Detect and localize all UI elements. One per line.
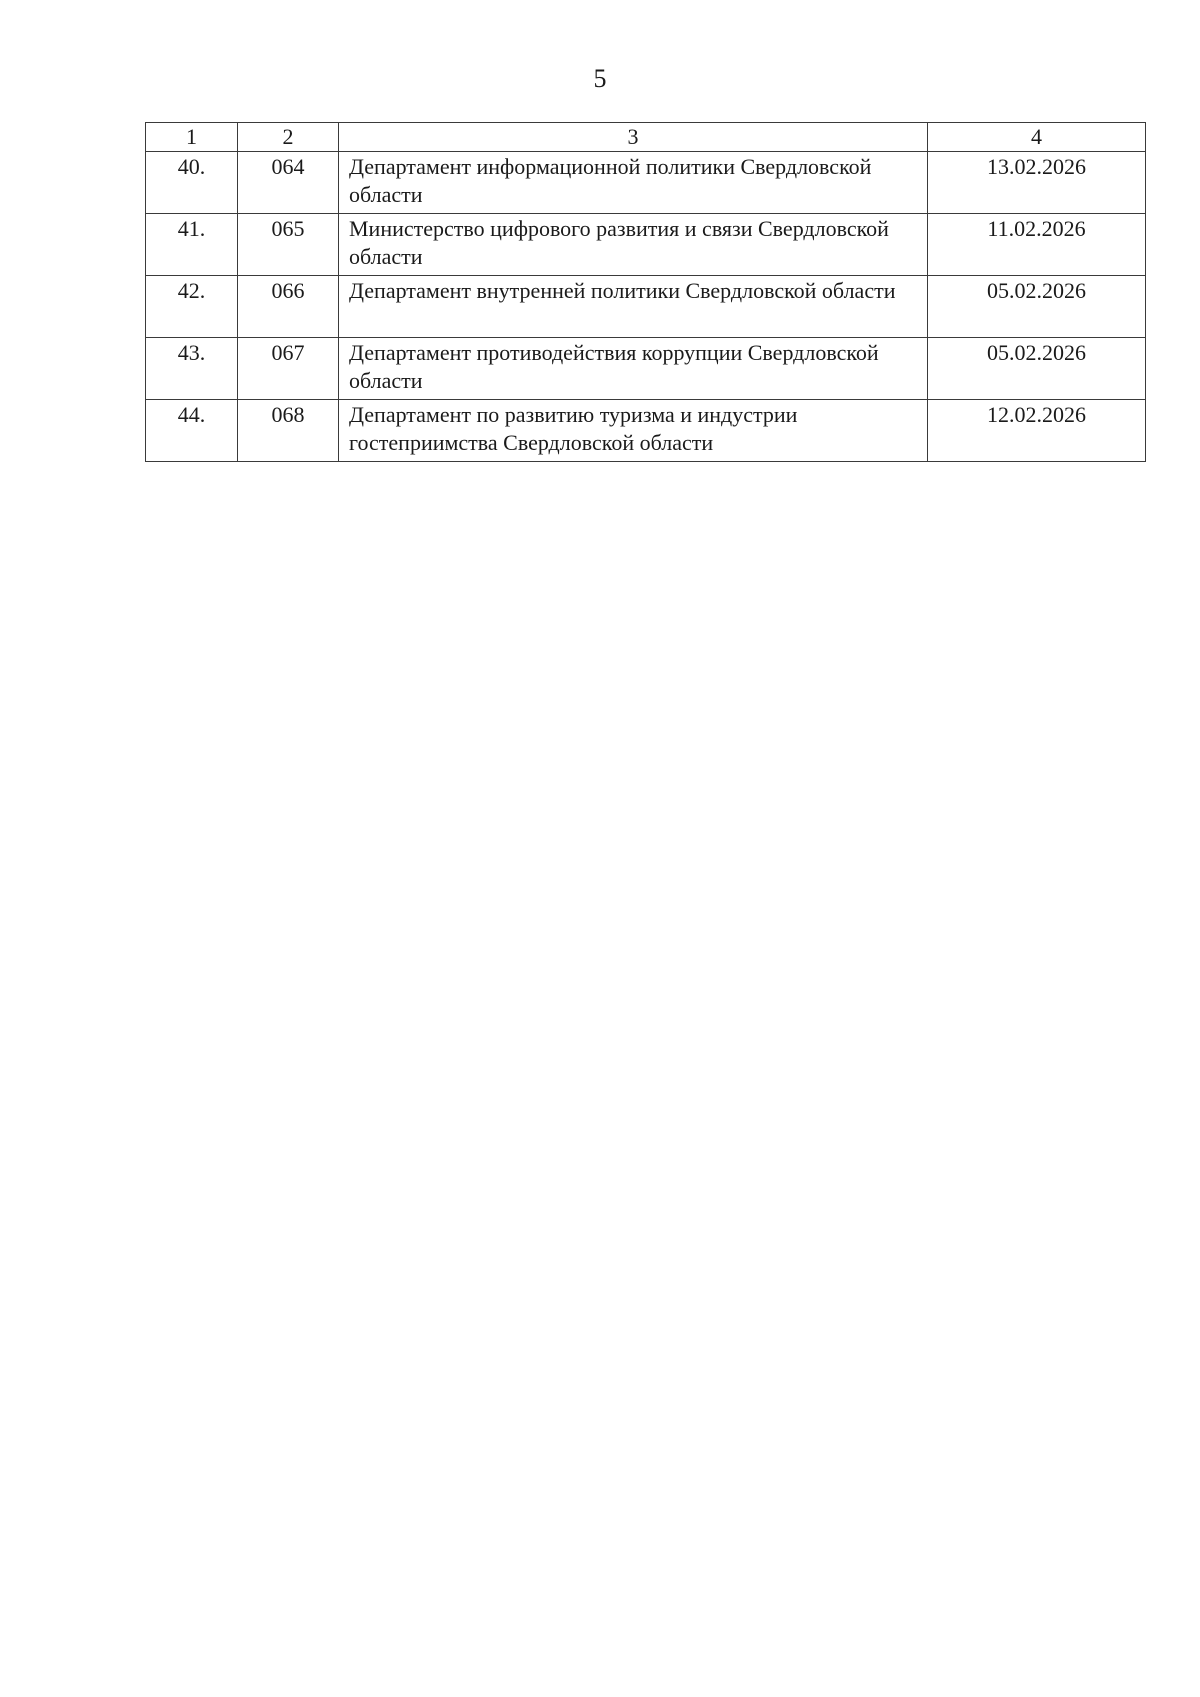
row-code: 066 [238,276,339,338]
table-row [146,214,1146,276]
column-header-1: 1 [146,123,238,152]
row-organization-name: Департамент внутренней политики Свердловской области [339,276,928,338]
row-date: 11.02.2026 [928,214,1146,276]
row-organization-name: Департамент противодействия коррупции Свердловской области [339,338,928,400]
row-code: 067 [238,338,339,400]
row-code: 065 [238,214,339,276]
column-header-2: 2 [238,123,339,152]
table-row [146,400,1146,462]
table-row [146,338,1146,400]
row-number: 42. [146,276,238,338]
row-number: 41. [146,214,238,276]
row-organization-name: Министерство цифрового развития и связи Свердловской области [339,214,928,276]
row-date: 12.02.2026 [928,400,1146,462]
row-date: 05.02.2026 [928,338,1146,400]
table-header-row [146,123,1146,152]
row-code: 064 [238,152,339,214]
column-header-3: 3 [339,123,928,152]
row-date: 05.02.2026 [928,276,1146,338]
table-row [146,152,1146,214]
table-row [146,276,1146,338]
row-organization-name: Департамент информационной политики Свердловской области [339,152,928,214]
row-code: 068 [238,400,339,462]
row-number: 40. [146,152,238,214]
row-organization-name: Департамент по развитию туризма и индустрии гостеприимства Свердловской области [339,400,928,462]
page-number: 5 [593,64,607,93]
row-date: 13.02.2026 [928,152,1146,214]
row-number: 44. [146,400,238,462]
row-number: 43. [146,338,238,400]
column-header-4: 4 [928,123,1146,152]
registry-table [145,122,1146,462]
